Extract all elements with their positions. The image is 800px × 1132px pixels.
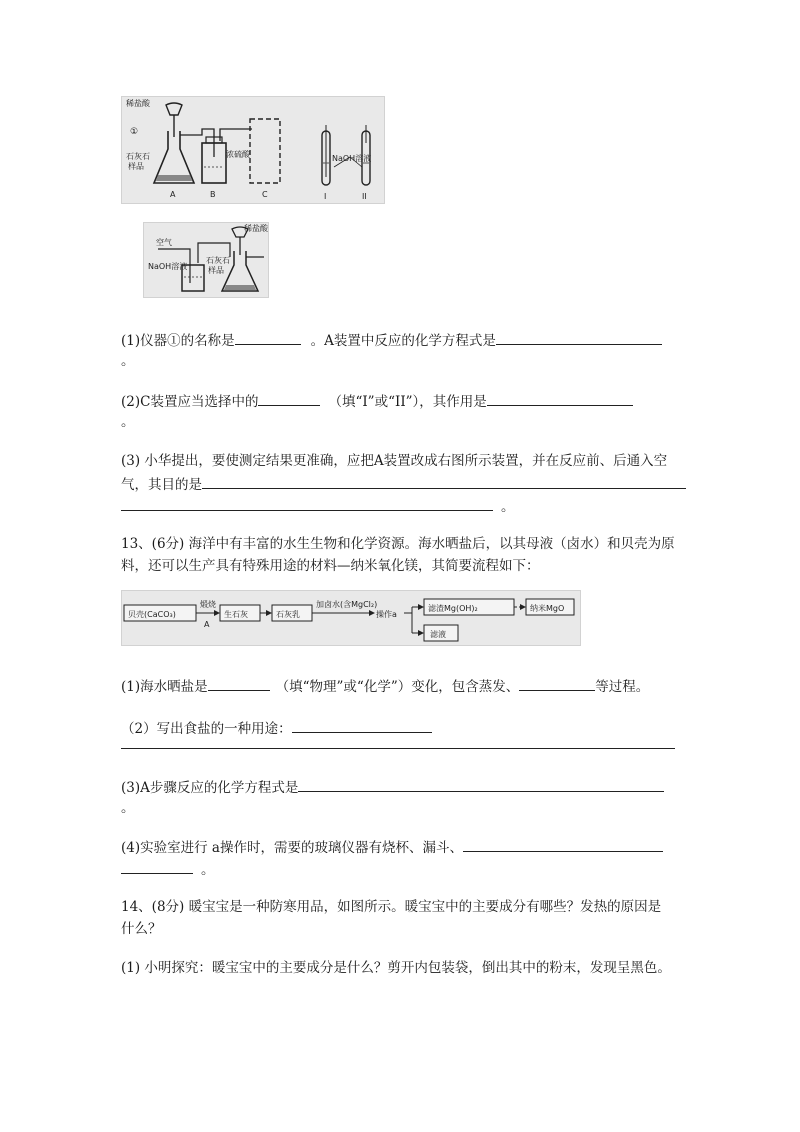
flow-arrow-label: A <box>204 620 210 629</box>
q12-part2: (2)C装置应当选择中的 （填“I”或“II”），其作用是 <box>121 391 633 411</box>
answer-blank[interactable] <box>258 391 320 406</box>
answer-blank[interactable] <box>235 330 301 345</box>
answer-blank[interactable] <box>519 676 595 691</box>
figure-label: 样品 <box>128 162 144 171</box>
flow-box-label: 滤液 <box>430 630 446 639</box>
answer-blank[interactable] <box>292 718 432 733</box>
answer-blank[interactable] <box>121 496 493 511</box>
separatory-funnel-shape <box>166 103 182 115</box>
q12-part1-end: 。 <box>121 353 135 369</box>
figure-label: ① <box>130 127 139 137</box>
figure-label: 样品 <box>208 266 224 275</box>
q14-part1: (1) 小明探究：暖宝宝中的主要成分是什么？剪开内包装袋，倒出其中的粉末，发现呈黑色。 <box>121 960 671 976</box>
figure-label: NaOH溶液 <box>332 154 372 163</box>
q14-intro: 14、(8分) 暖宝宝是一种防寒用品，如图所示。暖宝宝中的主要成分有哪些？发热的原因是 <box>121 899 662 915</box>
figure-label: A <box>170 190 176 199</box>
flow-arrow-label: 操作a <box>376 610 397 619</box>
flowchart-figure <box>121 590 581 646</box>
apparatus-figure-1 <box>121 96 385 204</box>
q14-intro-cont: 什么？ <box>121 921 162 937</box>
figure-label: 空气 <box>156 238 172 247</box>
answer-blank[interactable] <box>202 474 686 489</box>
q12-part3: (3) 小华提出，要使测定结果更准确，应把A装置改成右图所示装置，并在反应前、后通入空 <box>121 453 668 469</box>
figure-label: II <box>362 192 367 201</box>
q13-part1: (1)海水晒盐是 （填“物理”或“化学”）变化，包含蒸发、 等过程。 <box>121 676 649 696</box>
figure-label: C <box>262 190 268 199</box>
q12-part1: (1)仪器①的名称是 。A装置中反应的化学方程式是 <box>121 330 662 350</box>
q13-intro-cont: 料，还可以生产具有特殊用途的材料—纳米氧化镁，其简要流程如下： <box>121 558 540 574</box>
q13-part4: (4)实验室进行 a操作时，需要的玻璃仪器有烧杯、漏斗、 <box>121 837 663 857</box>
flow-box-label: 生石灰 <box>224 610 248 619</box>
q13-intro: 13、(6分) 海洋中有丰富的水生生物和化学资源。海水晒盐后，以其母液（卤水）和贝壳为原 <box>121 536 675 552</box>
figure-label: 浓硫酸 <box>226 150 250 159</box>
q12-part3-cont2: 。 <box>121 496 515 516</box>
answer-blank[interactable] <box>496 330 662 345</box>
figure-label: NaOH溶液 <box>148 262 188 271</box>
figure-label: I <box>324 192 327 201</box>
figure-label: 稀盐酸 <box>244 224 268 233</box>
q13-part3-end: 。 <box>121 800 135 816</box>
q13-part2: （2）写出食盐的一种用途： <box>121 718 432 738</box>
answer-blank[interactable] <box>487 391 633 406</box>
figure-label: B <box>210 190 216 199</box>
answer-blank[interactable] <box>121 859 193 874</box>
flow-arrow-label: 煅烧 <box>200 600 216 609</box>
answer-blank[interactable] <box>463 837 663 852</box>
flow-box-label: 滤渣Mg(OH)₂ <box>428 604 478 613</box>
figure-label: 稀盐酸 <box>126 99 150 108</box>
figure-label: 石灰石 <box>206 256 230 265</box>
flow-box-label: 纳米MgO <box>530 604 565 613</box>
answer-line[interactable] <box>121 748 675 749</box>
flow-box-label: 石灰乳 <box>276 610 300 619</box>
q13-part4-cont: 。 <box>121 859 215 879</box>
q13-part3: (3)A步骤反应的化学方程式是 <box>121 777 664 797</box>
answer-blank[interactable] <box>208 676 270 691</box>
q12-part3-cont: 气，其目的是 <box>121 474 686 494</box>
box-c <box>250 119 280 183</box>
flow-box-label: 贝壳(CaCO₃) <box>128 610 176 619</box>
figure-label: 石灰石 <box>126 152 150 161</box>
q12-part2-end: 。 <box>121 414 135 430</box>
apparatus-figure-2 <box>143 222 269 298</box>
answer-blank[interactable] <box>298 777 664 792</box>
flow-arrow-label: 加卤水(含MgCl₂) <box>316 600 378 609</box>
